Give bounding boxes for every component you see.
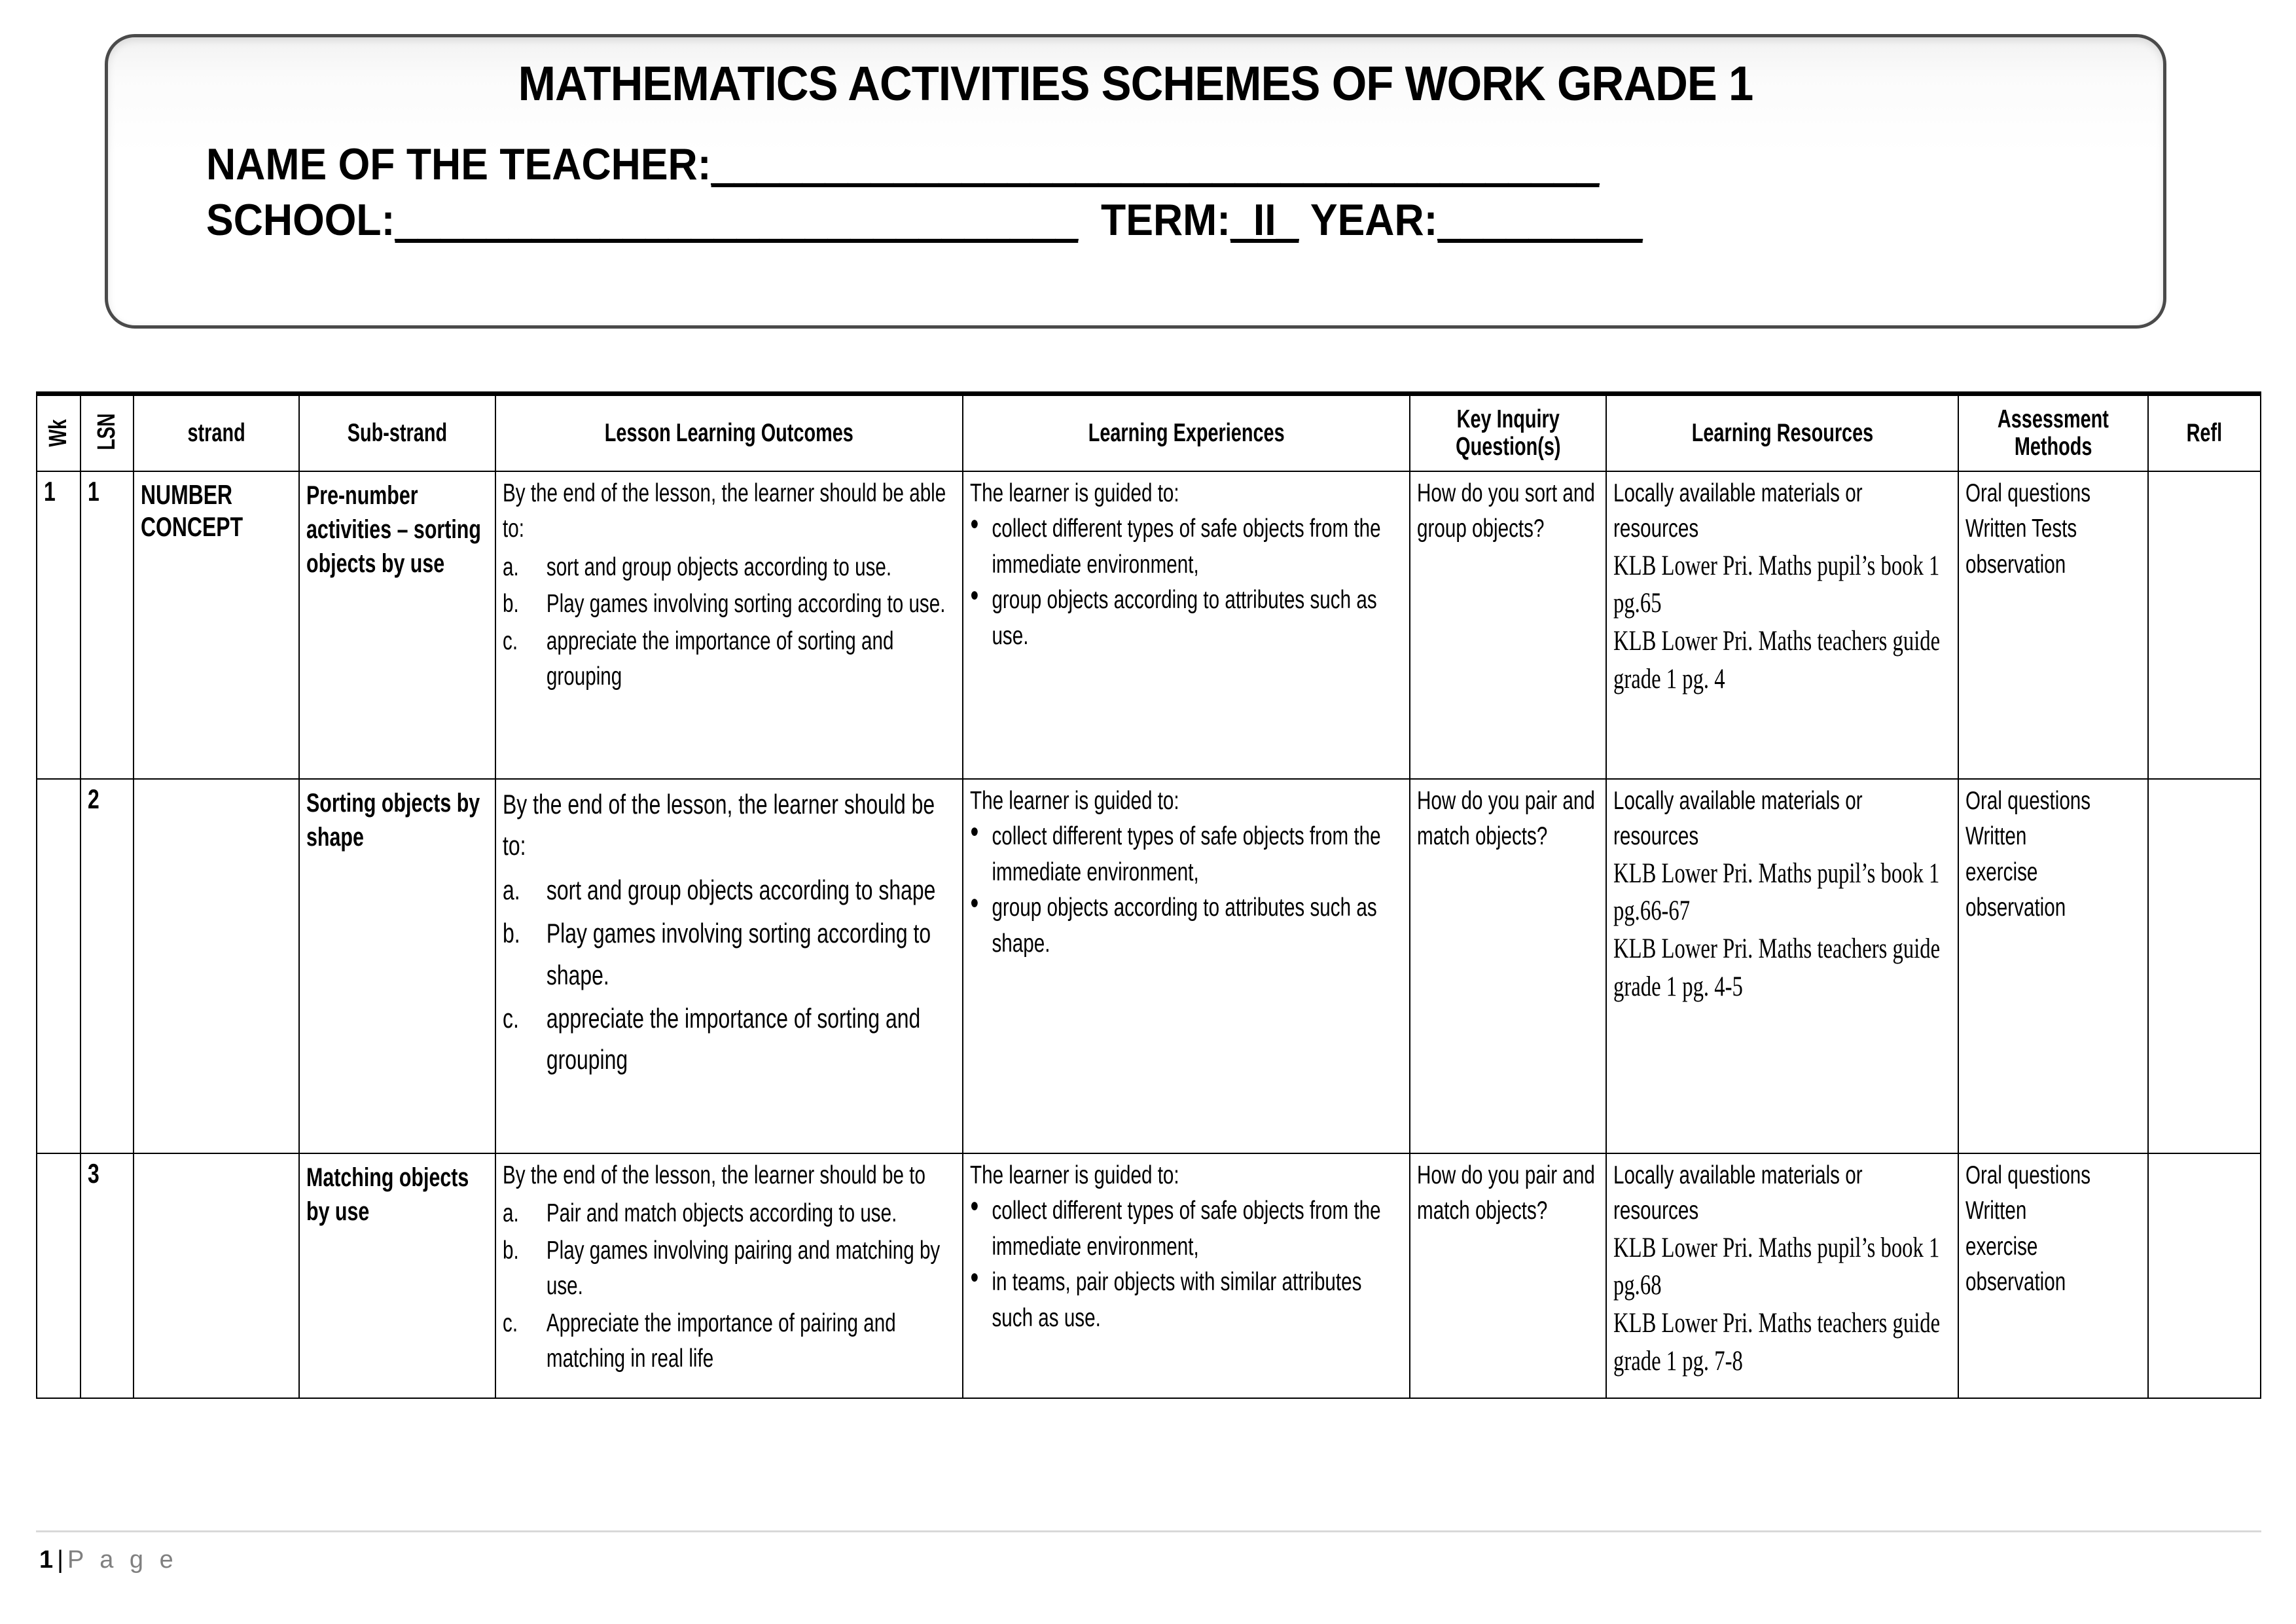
assessment-item: observation <box>1965 550 2066 579</box>
column-header-strand: strand <box>134 394 299 471</box>
cell-lsn: 3 <box>81 1153 134 1398</box>
experiences-intro: The learner is guided to: <box>969 1161 1179 1189</box>
teacher-name-line <box>206 139 1599 190</box>
list-item: ● in teams, pair objects with similar attributes such as use. <box>970 1265 1403 1336</box>
assessment-item: exercise <box>1965 1232 2038 1261</box>
assessment-item: observation <box>1965 1268 2066 1297</box>
outcomes-list <box>503 869 956 1081</box>
table-row <box>37 779 2261 1153</box>
list-item: sort and group objects according to shape <box>546 875 936 906</box>
resource-reference: KLB Lower Pri. Maths pupil’s book 1 pg.68 <box>1613 1232 1940 1301</box>
cell-substrand: Sorting objects by shape <box>299 779 495 1153</box>
cell-refl[interactable] <box>2148 1153 2261 1398</box>
page-footer <box>39 1546 178 1574</box>
assessment-item: Oral questions <box>1965 478 2091 507</box>
cell-strand: NUMBER CONCEPT <box>134 471 299 779</box>
cell-learning-experiences <box>963 471 1410 779</box>
cell-key-inquiry-question: How do you pair and match objects? <box>1410 1153 1606 1398</box>
term-value[interactable]: _II_ <box>1230 195 1299 245</box>
year-label: YEAR: <box>1310 195 1438 245</box>
assessment-item: Oral questions <box>1965 786 2091 815</box>
experiences-intro: The learner is guided to: <box>969 478 1179 507</box>
table-header-row <box>37 394 2261 471</box>
cell-learning-resources <box>1606 471 1958 779</box>
cell-learning-resources <box>1606 779 1958 1153</box>
outcomes-intro: By the end of the lesson, the learner should be to <box>502 1161 925 1189</box>
cell-key-inquiry-question: How do you sort and group objects? <box>1410 471 1606 779</box>
assessment-item: exercise <box>1965 857 2038 886</box>
teacher-blank[interactable]: _______________________________________ <box>711 139 1600 189</box>
cell-substrand: Pre-number activities – sorting objects by use <box>299 471 495 779</box>
assessment-item: observation <box>1965 893 2066 922</box>
footer-page-number: 1 <box>39 1546 54 1574</box>
list-item: Play games involving sorting according to shape. <box>546 917 931 990</box>
school-label: SCHOOL: <box>206 195 395 245</box>
list-item: ● group objects according to attributes such as shape. <box>970 890 1403 962</box>
list-item: appreciate the importance of sorting and grouping <box>546 626 894 691</box>
cell-strand <box>134 779 299 1153</box>
outcomes-list <box>503 1196 956 1377</box>
outcomes-intro: By the end of the lesson, the learner should be able to: <box>502 478 946 543</box>
footer-divider <box>36 1530 2261 1532</box>
column-header-refl: Refl <box>2148 394 2261 471</box>
school-term-year-line <box>206 194 1643 245</box>
list-item: appreciate the importance of sorting and grouping <box>546 1002 920 1075</box>
resource-reference: KLB Lower Pri. Maths pupil’s book 1 pg.65 <box>1613 550 1940 619</box>
outcomes-intro: By the end of the lesson, the learner should be to: <box>502 788 935 861</box>
resource-reference: KLB Lower Pri. Maths teachers guide grade 1 pg. 7-8 <box>1613 1307 1941 1377</box>
list-item: sort and group objects according to use. <box>546 552 891 581</box>
year-blank[interactable]: _________ <box>1437 195 1643 245</box>
cell-assessment-methods <box>1958 1153 2148 1398</box>
school-blank[interactable]: ______________________________ <box>395 195 1079 245</box>
experiences-intro: The learner is guided to: <box>969 786 1179 815</box>
table-row <box>37 471 2261 779</box>
assessment-item: Written Tests <box>1965 514 2077 543</box>
list-item: ● collect different types of safe objects from the immediate environment, <box>970 819 1403 890</box>
list-item: ● collect different types of safe objects from the immediate environment, <box>970 511 1403 583</box>
list-item: Pair and match objects according to use. <box>546 1199 897 1228</box>
assessment-item: Oral questions <box>1965 1161 2091 1189</box>
cell-refl[interactable] <box>2148 779 2261 1153</box>
resources-generic: Locally available materials or resources <box>1613 1161 1863 1225</box>
cell-learning-resources <box>1606 1153 1958 1398</box>
cell-key-inquiry-question: How do you pair and match objects? <box>1410 779 1606 1153</box>
list-item: ● collect different types of safe objects from the immediate environment, <box>970 1193 1403 1265</box>
teacher-label: NAME OF THE TEACHER: <box>206 139 711 189</box>
column-header-key-inquiry-questions: Key Inquiry Question(s) <box>1410 394 1606 471</box>
cell-lesson-learning-outcomes <box>495 1153 963 1398</box>
cell-wk: 1 <box>37 471 81 779</box>
resource-reference: KLB Lower Pri. Maths teachers guide grade 1 pg. 4 <box>1613 625 1941 695</box>
cell-learning-experiences <box>963 1153 1410 1398</box>
experiences-list <box>970 511 1403 654</box>
cell-lsn: 1 <box>81 471 134 779</box>
cell-learning-experiences <box>963 779 1410 1153</box>
assessment-item: Written <box>1965 822 2027 851</box>
column-header-assessment-methods: Assessment Methods <box>1958 394 2148 471</box>
experiences-list <box>970 1193 1403 1336</box>
table-row <box>37 1153 2261 1398</box>
list-item: Play games involving sorting according to use. <box>546 590 946 619</box>
cell-substrand: Matching objects by use <box>299 1153 495 1398</box>
resource-reference: KLB Lower Pri. Maths pupil’s book 1 pg.66-67 <box>1613 857 1940 927</box>
column-header-substrand: Sub-strand <box>299 394 495 471</box>
column-header-lesson-learning-outcomes: Lesson Learning Outcomes <box>495 394 963 471</box>
column-header-lsn: LSN <box>81 394 134 471</box>
outcomes-list <box>503 550 956 695</box>
resources-generic: Locally available materials or resources <box>1613 786 1863 851</box>
cell-wk <box>37 1153 81 1398</box>
document-header-box <box>105 34 2166 329</box>
schemes-of-work-table <box>36 391 2261 1399</box>
cell-lsn: 2 <box>81 779 134 1153</box>
assessment-item: Written <box>1965 1197 2027 1225</box>
cell-lesson-learning-outcomes <box>495 779 963 1153</box>
list-item: ● group objects according to attributes such as use. <box>970 583 1403 654</box>
column-header-learning-experiences: Learning Experiences <box>963 394 1410 471</box>
page-title: MATHEMATICS ACTIVITIES SCHEMES OF WORK GRADE 1 <box>518 56 1753 111</box>
list-item: Play games involving pairing and matching by use. <box>546 1236 940 1301</box>
footer-page-word: P a g e <box>67 1546 178 1574</box>
experiences-list <box>970 819 1403 962</box>
cell-strand <box>134 1153 299 1398</box>
resource-reference: KLB Lower Pri. Maths teachers guide grade 1 pg. 4-5 <box>1613 933 1941 1002</box>
cell-wk <box>37 779 81 1153</box>
cell-assessment-methods <box>1958 471 2148 779</box>
list-item: Appreciate the importance of pairing and matching in real life <box>546 1308 896 1373</box>
term-label: TERM: <box>1101 195 1231 245</box>
cell-refl[interactable] <box>2148 471 2261 779</box>
footer-separator: | <box>57 1546 64 1574</box>
cell-assessment-methods <box>1958 779 2148 1153</box>
column-header-wk: Wk <box>37 394 81 471</box>
column-header-learning-resources: Learning Resources <box>1606 394 1958 471</box>
resources-generic: Locally available materials or resources <box>1613 478 1863 543</box>
cell-lesson-learning-outcomes <box>495 471 963 779</box>
